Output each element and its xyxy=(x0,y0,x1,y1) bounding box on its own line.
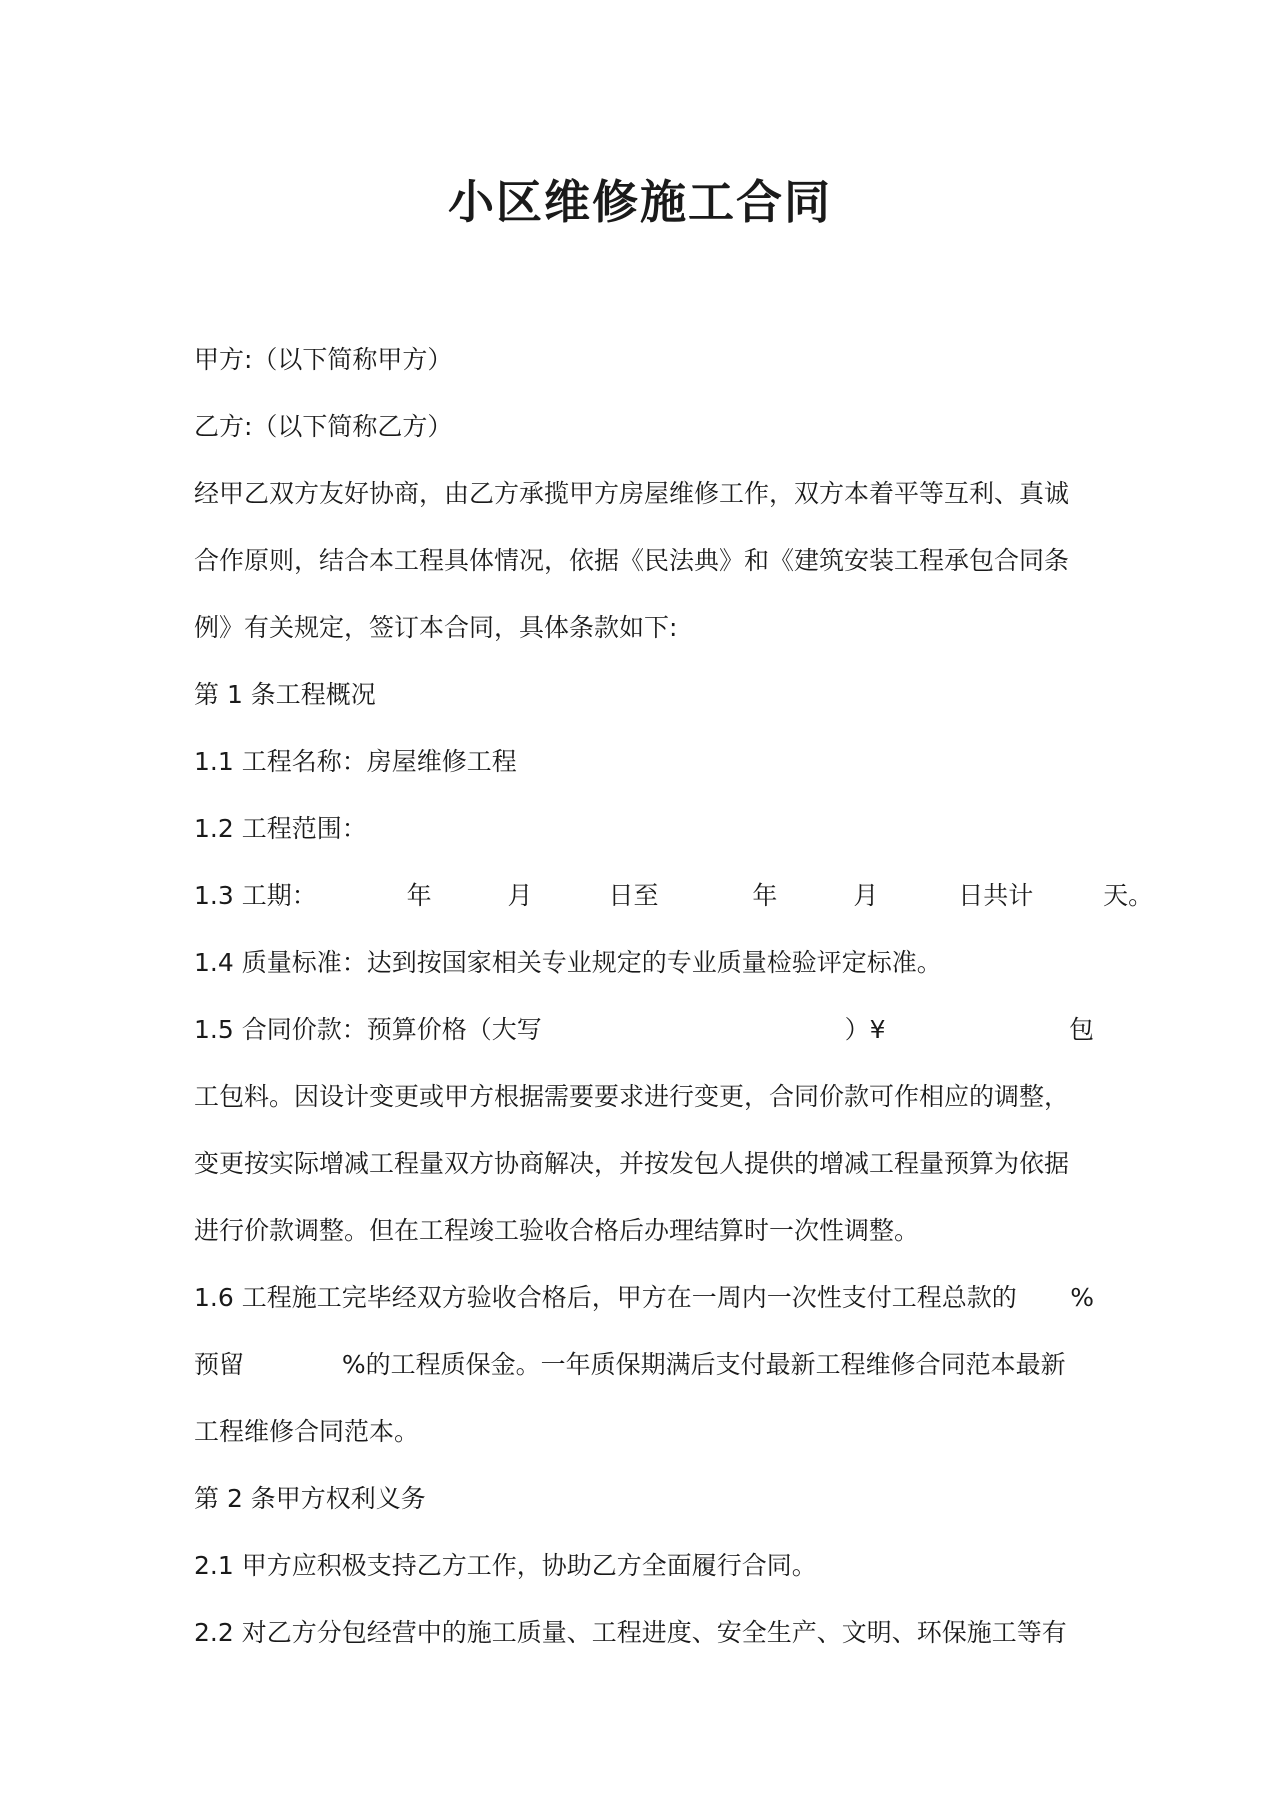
clause-1-5-end: 包 xyxy=(1068,1015,1094,1044)
clause-1-5-label: 1.5 合同价款：预算价格（大写 xyxy=(194,1015,542,1044)
clause-1-6-text: 1.6 工程施工完毕经双方验收合格后，甲方在一周内一次性支付工程总款的 xyxy=(194,1283,1017,1312)
clause-1-6-continuation-2: 工程维修合同范本。 xyxy=(194,1417,420,1446)
clause-1-4: 1.4 质量标准：达到按国家相关专业规定的专业质量检验评定标准。 xyxy=(194,948,942,977)
price-amount-marker: ）¥ xyxy=(844,1015,886,1044)
end-month-unit: 月 xyxy=(853,881,879,910)
article-1-heading: 第 1 条工程概况 xyxy=(194,680,376,709)
retention-label: 预留 xyxy=(194,1350,245,1379)
end-day-unit: 日共计 xyxy=(958,881,1034,910)
clause-1-3 xyxy=(194,876,1154,916)
document-title: 小区维修施工合同 xyxy=(448,175,832,229)
start-year-unit: 年 xyxy=(406,881,432,910)
payment-percent-sign: % xyxy=(1070,1283,1094,1312)
clause-1-3-label: 1.3 工期： xyxy=(194,881,317,910)
clause-2-1: 2.1 甲方应积极支持乙方工作，协助乙方全面履行合同。 xyxy=(194,1551,817,1580)
clause-1-6 xyxy=(194,1278,1094,1318)
intro-paragraph-line-2: 合作原则，结合本工程具体情况，依据《民法典》和《建筑安装工程承包合同条 xyxy=(194,546,1070,575)
clause-2-2: 2.2 对乙方分包经营中的施工质量、工程进度、安全生产、文明、环保施工等有 xyxy=(194,1618,1067,1647)
clause-1-2: 1.2 工程范围： xyxy=(194,814,367,843)
clause-1-1: 1.1 工程名称：房屋维修工程 xyxy=(194,747,517,776)
clause-1-6-continuation-1 xyxy=(194,1345,1094,1385)
article-2-heading: 第 2 条甲方权利义务 xyxy=(194,1484,426,1513)
party-a-line: 甲方:（以下简称甲方） xyxy=(194,345,453,374)
party-b-line: 乙方:（以下简称乙方） xyxy=(194,412,453,441)
clause-1-5-continuation-1: 工包料。因设计变更或甲方根据需要要求进行变更，合同价款可作相应的调整， xyxy=(194,1082,1070,1111)
total-days-unit: 天。 xyxy=(1103,881,1154,910)
clause-1-5-continuation-3: 进行价款调整。但在工程竣工验收合格后办理结算时一次性调整。 xyxy=(194,1216,920,1245)
start-day-unit: 日至 xyxy=(608,881,659,910)
retention-text: %的工程质保金。一年质保期满后支付最新工程维修合同范本最新 xyxy=(341,1350,1066,1379)
intro-paragraph-line-1: 经甲乙双方友好协商，由乙方承揽甲方房屋维修工作，双方本着平等互利、真诚 xyxy=(194,479,1070,508)
intro-paragraph-line-3: 例》有关规定，签订本合同，具体条款如下: xyxy=(194,613,678,642)
clause-1-5 xyxy=(194,1010,1094,1050)
start-month-unit: 月 xyxy=(507,881,533,910)
clause-1-5-continuation-2: 变更按实际增减工程量双方协商解决，并按发包人提供的增减工程量预算为依据 xyxy=(194,1149,1070,1178)
end-year-unit: 年 xyxy=(752,881,778,910)
